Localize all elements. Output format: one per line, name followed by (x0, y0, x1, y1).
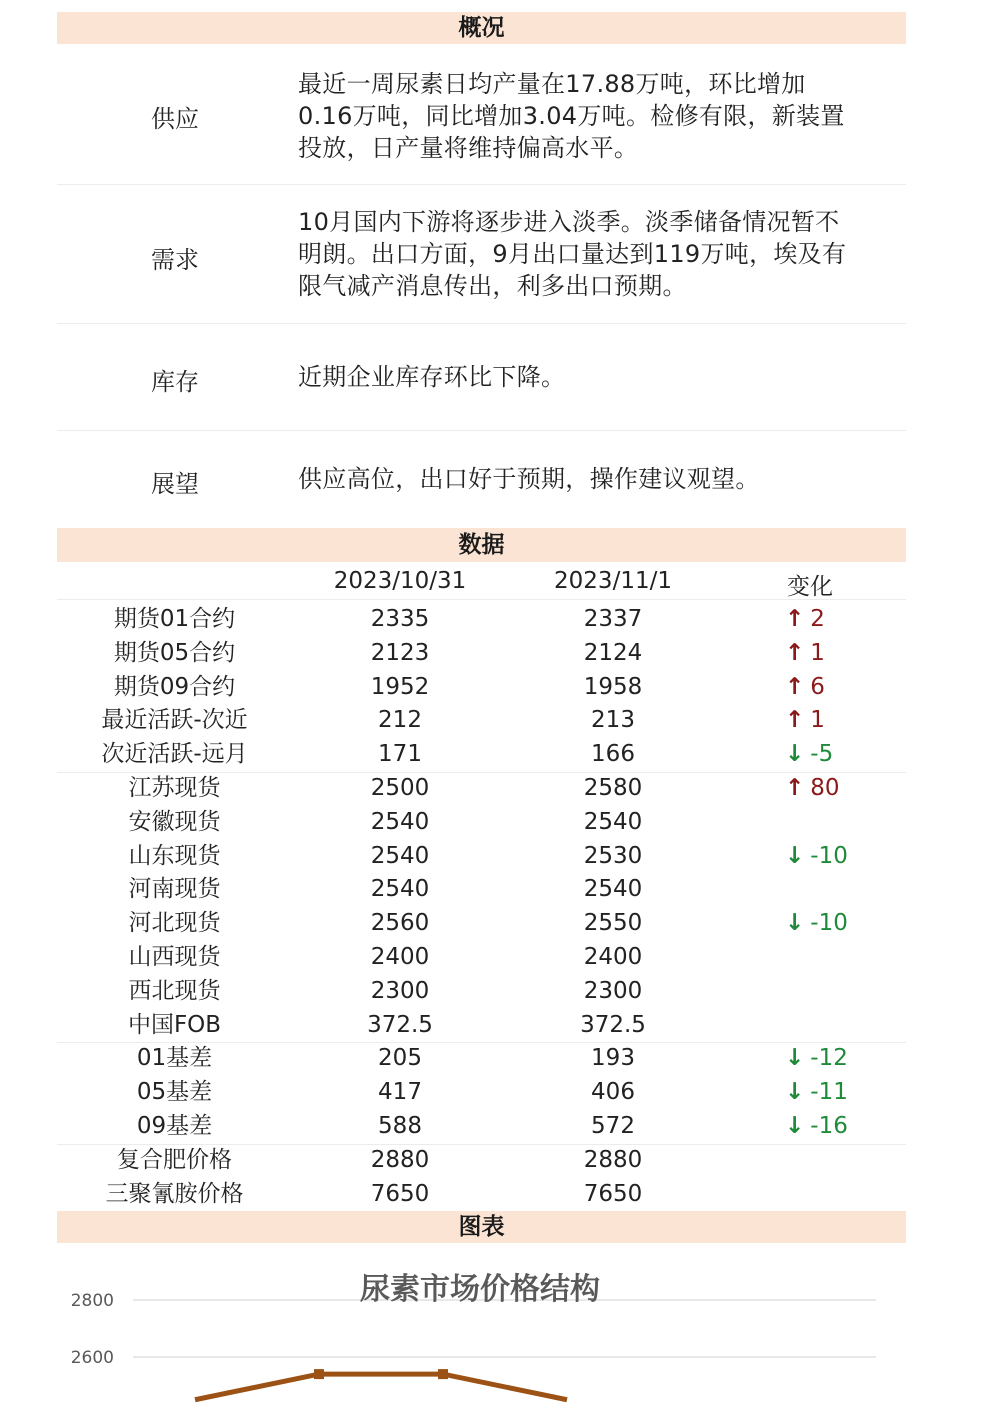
value-1031: 372.5 (367, 1011, 433, 1038)
value-1101: 2550 (583, 910, 643, 937)
value-1101: 2337 (583, 606, 643, 632)
change-value: 2 (810, 606, 825, 632)
row-name: 期货09合约 (113, 673, 236, 700)
arrow-down-icon: ↓ (785, 1045, 805, 1072)
overview-label: 库存 (151, 368, 199, 396)
arrow-down-icon: ↓ (785, 842, 805, 869)
change-value: -5 (810, 741, 834, 768)
value-1031: 2540 (370, 842, 430, 869)
value-1031: 2123 (370, 639, 430, 666)
change-cell (785, 1041, 855, 1075)
text-line: 近期企业库存环比下降。 (298, 363, 566, 391)
header-date-1: 2023/10/31 (333, 568, 467, 594)
row-name: 西北现货 (128, 977, 221, 1004)
change-cell (785, 906, 855, 940)
arrow-down-icon: ↓ (785, 1079, 805, 1106)
text-line: 10月国内下游将逐步进入淡季。淡季储备情况暂不 (298, 208, 840, 236)
value-1031: 7650 (370, 1180, 430, 1207)
arrow-up-icon: ↑ (785, 639, 805, 666)
arrow-down-icon: ↓ (785, 910, 805, 937)
change-value: -12 (810, 1045, 848, 1072)
value-1101: 7650 (583, 1180, 643, 1207)
value-1101: 2540 (583, 876, 643, 903)
chart-title: 尿素市场价格结构 (360, 1272, 600, 1307)
change-value: -11 (810, 1079, 848, 1106)
divider (57, 599, 906, 600)
value-1031: 205 (378, 1045, 422, 1072)
table-row (57, 602, 906, 636)
data-title-band (57, 528, 906, 562)
value-1101: 2540 (583, 808, 643, 835)
table-row (57, 872, 906, 906)
chart-title-band (57, 1211, 906, 1243)
table-row (57, 636, 906, 670)
header-change: 变化 (787, 574, 833, 600)
overview-label: 展望 (151, 470, 199, 498)
table-row (57, 906, 906, 940)
data-point (438, 1369, 448, 1379)
row-name: 中国FOB (127, 1011, 222, 1038)
value-1031: 588 (378, 1113, 422, 1139)
value-1031: 2560 (370, 910, 430, 937)
change-value: -16 (810, 1113, 848, 1139)
chart-section-title: 图表 (458, 1214, 505, 1240)
arrow-up-icon: ↑ (785, 673, 805, 700)
value-1101: 2530 (583, 842, 643, 869)
table-row (57, 1109, 906, 1143)
arrow-up-icon: ↑ (785, 775, 805, 801)
value-1031: 2400 (370, 944, 430, 970)
change-cell (785, 703, 855, 737)
text-line: 明朗。出口方面，9月出口量达到119万吨，埃及有 (298, 240, 847, 268)
overview-label: 需求 (151, 246, 199, 274)
row-name: 01基差 (136, 1045, 213, 1072)
value-1031: 417 (378, 1079, 422, 1106)
table-row (57, 974, 906, 1008)
table-row (57, 940, 906, 974)
value-1031: 2880 (370, 1146, 430, 1173)
overview-label: 供应 (151, 105, 199, 133)
row-name: 河北现货 (128, 910, 221, 937)
table-row (57, 1143, 906, 1177)
row-name: 期货05合约 (113, 639, 236, 666)
change-cell (785, 771, 855, 805)
data-point (314, 1369, 324, 1379)
change-value: 6 (810, 673, 825, 700)
value-1101: 572 (591, 1113, 635, 1139)
text-line: 投放，日产量将维持偏高水平。 (298, 134, 639, 162)
value-1101: 2580 (583, 775, 643, 801)
row-name: 江苏现货 (128, 775, 221, 801)
value-1031: 2335 (370, 606, 430, 632)
row-name: 山西现货 (128, 944, 221, 970)
value-1101: 372.5 (580, 1011, 646, 1038)
data-title: 数据 (458, 532, 505, 558)
table-row (57, 703, 906, 737)
value-1101: 406 (591, 1079, 635, 1106)
value-1031: 2500 (370, 775, 430, 801)
table-row (57, 771, 906, 805)
row-name: 河南现货 (128, 876, 221, 903)
change-value: 1 (810, 707, 825, 734)
text-line: 限气减产消息传出，利多出口预期。 (298, 272, 687, 300)
divider (57, 184, 906, 185)
price-structure-chart (0, 1243, 992, 1403)
change-value: -10 (810, 910, 848, 937)
series-line (195, 1374, 567, 1400)
arrow-up-icon: ↑ (785, 707, 805, 734)
row-name: 05基差 (136, 1079, 213, 1106)
divider (57, 323, 906, 324)
table-row (57, 1008, 906, 1042)
overview-text (298, 361, 898, 393)
table-row (57, 1075, 906, 1109)
value-1101: 2400 (583, 944, 643, 970)
text-line: 最近一周尿素日均产量在17.88万吨，环比增加 (298, 70, 806, 98)
change-cell (785, 670, 855, 704)
row-name: 次近活跃-远月 (101, 741, 248, 768)
row-name: 安徽现货 (128, 808, 221, 835)
change-value: 1 (810, 639, 825, 666)
row-name: 期货01合约 (113, 606, 236, 632)
value-1031: 2540 (370, 808, 430, 835)
value-1101: 2300 (583, 977, 643, 1004)
arrow-up-icon: ↑ (785, 606, 805, 632)
row-name: 三聚氰胺价格 (105, 1180, 244, 1207)
table-row (57, 1041, 906, 1075)
value-1031: 212 (378, 707, 422, 734)
change-cell (785, 1109, 855, 1143)
table-row (57, 839, 906, 873)
table-row (57, 737, 906, 771)
value-1101: 213 (591, 707, 635, 734)
table-row (57, 670, 906, 704)
arrow-down-icon: ↓ (785, 1113, 805, 1139)
table-row (57, 805, 906, 839)
value-1031: 2300 (370, 977, 430, 1004)
row-name: 复合肥价格 (117, 1146, 232, 1173)
change-cell (785, 737, 855, 771)
value-1101: 193 (591, 1045, 635, 1072)
arrow-down-icon: ↓ (785, 741, 805, 768)
change-value: -10 (810, 842, 848, 869)
overview-text (298, 463, 898, 495)
header-date-2: 2023/11/1 (554, 568, 672, 594)
text-line: 0.16万吨，同比增加3.04万吨。检修有限，新装置 (298, 102, 845, 130)
y-tick-label: 2800 (70, 1291, 114, 1311)
value-1031: 1952 (370, 673, 430, 700)
change-value: 80 (810, 775, 840, 801)
row-name: 最近活跃-次近 (101, 707, 248, 734)
value-1031: 171 (378, 741, 422, 768)
change-cell (785, 1075, 855, 1109)
change-cell (785, 636, 855, 670)
overview-title-band (57, 12, 906, 44)
value-1101: 166 (591, 741, 635, 768)
value-1031: 2540 (370, 876, 430, 903)
table-row (57, 1177, 906, 1211)
overview-text (298, 206, 898, 302)
divider (57, 430, 906, 431)
value-1101: 2880 (583, 1146, 643, 1173)
overview-text (298, 68, 898, 164)
value-1101: 2124 (583, 639, 643, 666)
change-cell (785, 602, 855, 636)
value-1101: 1958 (583, 673, 643, 700)
change-cell (785, 839, 855, 873)
row-name: 山东现货 (128, 842, 221, 869)
row-name: 09基差 (136, 1113, 213, 1139)
overview-title: 概况 (458, 15, 505, 41)
y-tick-label: 2600 (70, 1348, 114, 1368)
text-line: 供应高位，出口好于预期，操作建议观望。 (298, 465, 760, 493)
